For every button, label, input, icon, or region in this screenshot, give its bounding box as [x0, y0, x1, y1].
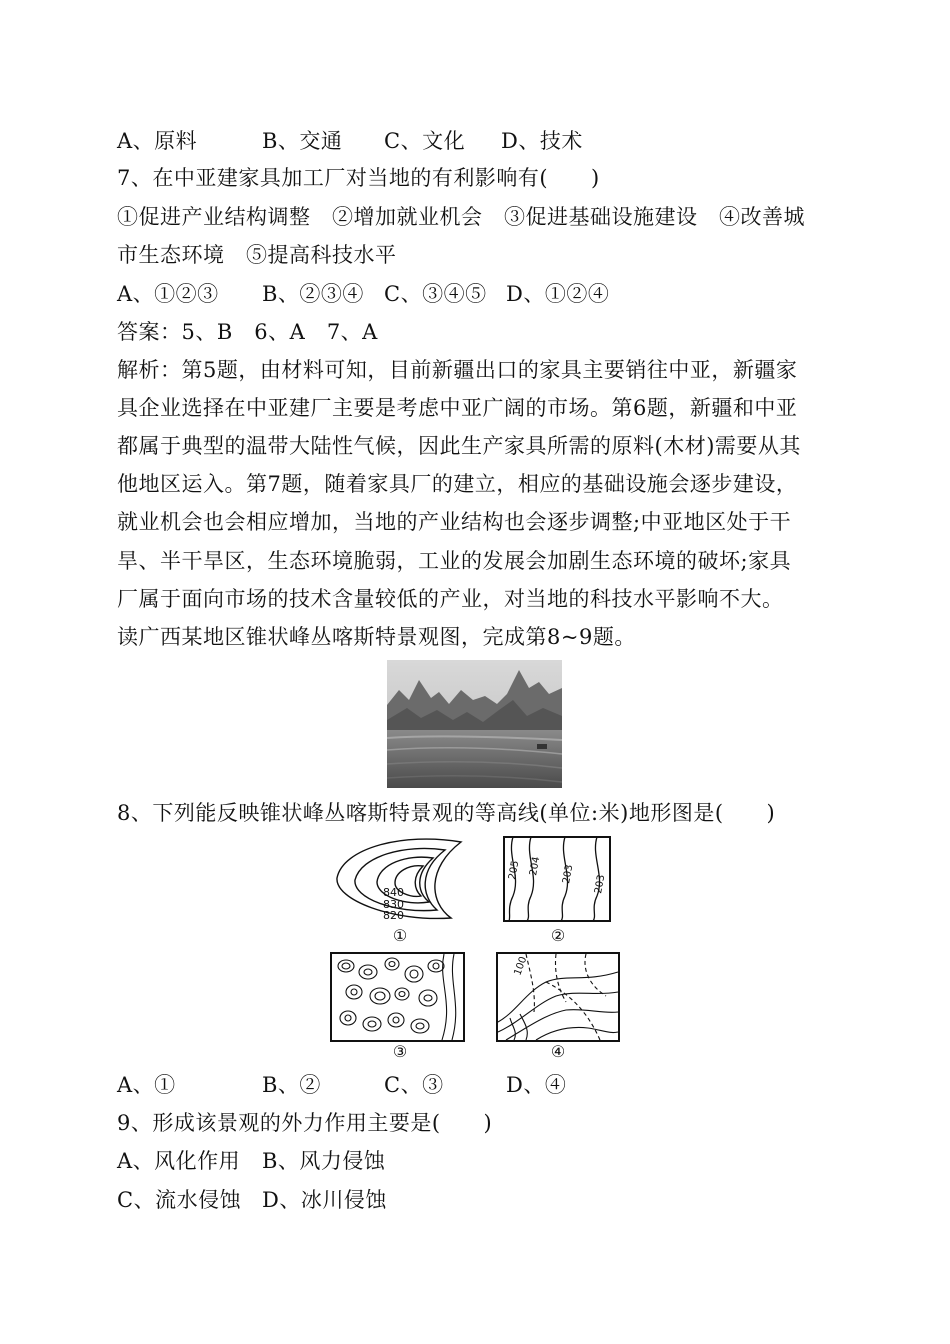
analysis-line: 都属于典型的温带大陆性气候，因此生产家具所需的原料(木材)需要从其 — [117, 434, 801, 458]
q7-options — [117, 279, 609, 309]
option-d: D、④ — [506, 1073, 567, 1097]
option-c: C、③④⑤ — [384, 282, 487, 306]
option-b: B、风力侵蚀 — [262, 1149, 386, 1173]
reading-intro: 读广西某地区锥状峰丛喀斯特景观图，完成第8~9题。 — [117, 625, 636, 649]
option-a: A、①②③ — [117, 282, 219, 306]
option-d: D、①②④ — [506, 282, 610, 306]
q9-stem: 9、形成该景观的外力作用主要是( ) — [117, 1111, 493, 1135]
analysis-line: 解析：第5题，由材料可知，目前新疆出口的家具主要销往中亚，新疆家 — [117, 358, 798, 382]
contour-label: 205 — [507, 859, 522, 881]
option-c: C、③ — [384, 1073, 444, 1097]
contour-label: 830 — [383, 898, 404, 911]
figure-caption: ① — [392, 926, 408, 945]
contour-label: 204 — [528, 855, 543, 877]
option-b: B、②③④ — [262, 282, 364, 306]
contour-map-4 — [496, 952, 620, 1042]
figure-caption: ② — [550, 926, 566, 945]
option-b: B、② — [262, 1073, 321, 1097]
option-a: A、① — [117, 1073, 176, 1097]
analysis-line: 他地区运入。第7题，随着家具厂的建立，相应的基础设施会逐步建设， — [117, 472, 798, 496]
answer-line: 答案：5、B 6、A 7、A — [117, 320, 378, 344]
contour-label: 820 — [383, 909, 404, 922]
contour-map-3 — [330, 952, 465, 1042]
contour-label: 840 — [383, 886, 404, 899]
contour-label: 203 — [593, 873, 608, 895]
q8-options — [117, 1070, 566, 1100]
q9-options-line1 — [117, 1146, 385, 1176]
karst-landscape-photo — [387, 660, 562, 788]
option-d: D、技术 — [501, 129, 583, 153]
q7-stem: 7、在中亚建家具加工厂对当地的有利影响有( ) — [117, 166, 600, 190]
option-d: D、冰川侵蚀 — [262, 1188, 387, 1212]
contour-map-2 — [503, 836, 611, 922]
analysis-line: 具企业选择在中亚建厂主要是考虑中亚广阔的市场。第6题，新疆和中亚 — [117, 396, 798, 420]
figure-caption: ④ — [550, 1042, 566, 1061]
analysis-line: 就业机会也会相应增加，当地的产业结构也会逐步调整;中亚地区处于干 — [117, 510, 792, 534]
contour-label: 100 — [512, 955, 530, 978]
figure-caption: ③ — [392, 1042, 408, 1061]
option-a: A、风化作用 — [117, 1149, 241, 1173]
q9-options-line2 — [117, 1185, 387, 1215]
option-c: C、流水侵蚀 — [117, 1188, 242, 1212]
analysis-line: 厂属于面向市场的技术含量较低的产业，对当地的科技水平影响不大。 — [117, 587, 784, 611]
contour-map-1 — [333, 838, 468, 922]
q7-items-line2: 市生态环境 ⑤提高科技水平 — [117, 243, 397, 267]
contour-label: 203 — [561, 863, 576, 885]
option-b: B、交通 — [262, 129, 343, 153]
option-a: A、原料 — [117, 129, 198, 153]
analysis-line: 旱、半干旱区，生态环境脆弱，工业的发展会加剧生态环境的破坏;家具 — [117, 549, 792, 573]
option-c: C、文化 — [384, 129, 466, 153]
q7-items-line1: ①促进产业结构调整 ②增加就业机会 ③促进基础设施建设 ④改善城 — [117, 205, 805, 229]
q6-options — [117, 126, 583, 156]
q8-stem: 8、下列能反映锥状峰丛喀斯特景观的等高线(单位:米)地形图是( ) — [117, 801, 776, 825]
